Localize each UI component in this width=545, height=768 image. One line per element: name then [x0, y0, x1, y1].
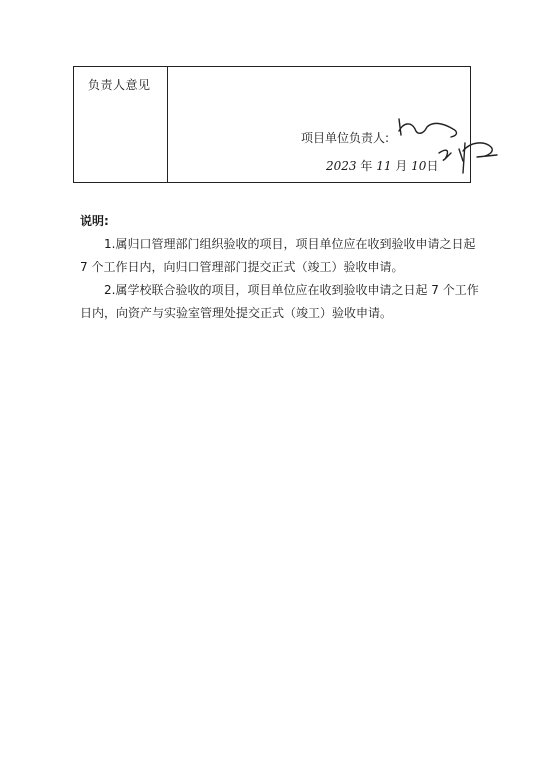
handwritten-signature — [393, 117, 503, 192]
date-day: 10 — [411, 159, 427, 173]
notes-title: 说明: — [80, 214, 109, 228]
note-item-1: 1.属归口管理部门组织验收的项目，项目单位应在收到验收申请之日起 7 个工作日内，向归口管理部门提交正式（竣工）验收申请。 — [80, 237, 476, 274]
date-month: 11 — [376, 159, 392, 173]
note-item-2: 2.属学校联合验收的项目，项目单位应在收到验收申请之日起 7 个工作日内，向资产与实验室管理处提交正式（竣工）验收申请。 — [80, 283, 479, 320]
date-year-unit: 年 — [360, 159, 373, 173]
date-day-unit: 日 — [426, 159, 439, 173]
signer-label: 项目单位负责人: — [301, 131, 390, 145]
date-month-unit: 月 — [395, 159, 408, 173]
row-label: 负责人意见 — [88, 78, 151, 92]
date-year: 2023 — [326, 159, 357, 173]
table-divider — [167, 67, 168, 182]
notes-section — [80, 210, 480, 325]
